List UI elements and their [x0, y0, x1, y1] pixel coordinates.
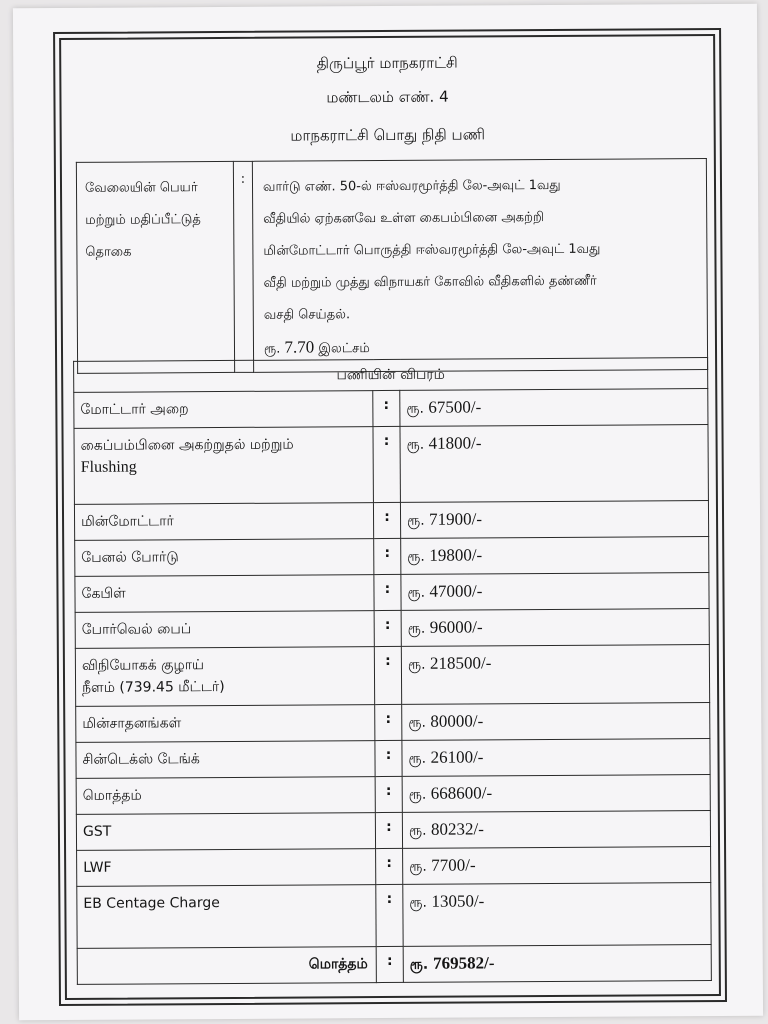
- outer-border: [53, 28, 727, 1006]
- item-name: கைப்பம்பினை அகற்றுதல் மற்றும் Flushing: [74, 427, 373, 505]
- item-name: சின்டெக்ஸ் டேங்க்: [76, 741, 375, 779]
- details-heading: பணியின் விபரம்: [74, 358, 708, 393]
- item-name: மொத்தம்: [76, 777, 375, 815]
- table-row: கேபிள் : ரூ. 47000/-: [75, 573, 709, 613]
- estimate-amount: ரூ. 7.70 இலட்சம்: [263, 337, 370, 357]
- details-table: [73, 357, 712, 985]
- item-name: பேனல் போர்டு: [75, 539, 374, 577]
- document-page: [13, 4, 763, 1021]
- work-table: [76, 158, 708, 374]
- item-amount: ரூ. 67500/-: [400, 389, 708, 427]
- item-amount: ரூ. 47000/-: [401, 573, 709, 611]
- table-row: மோட்டார் அறை : ரூ. 67500/-: [74, 389, 708, 429]
- item-amount: ரூ. 19800/-: [401, 537, 709, 575]
- item-amount: ரூ. 80232/-: [402, 811, 710, 849]
- table-row: LWF : ரூ. 7700/-: [77, 847, 711, 887]
- grand-total-amount: ரூ. 769582/-: [403, 945, 711, 983]
- item-amount: ரூ. 7700/-: [403, 847, 711, 885]
- item-name: மோட்டார் அறை: [74, 391, 373, 429]
- table-row: போர்வெல் பைப் : ரூ. 96000/-: [75, 609, 709, 649]
- item-amount: ரூ. 41800/-: [400, 425, 708, 503]
- item-amount: ரூ. 71900/-: [400, 501, 708, 539]
- item-name: போர்வெல் பைப்: [75, 611, 374, 649]
- item-name: விநியோகக் குழாய் நீளம் (739.45 மீட்டர்): [75, 647, 374, 707]
- grand-total-row: மொத்தம் : ரூ. 769582/-: [77, 945, 711, 985]
- work-row: [76, 159, 707, 374]
- table-row: சின்டெக்ஸ் டேங்க் : ரூ. 26100/-: [76, 739, 710, 779]
- item-name: GST: [76, 813, 375, 851]
- item-name: கேபிள்: [75, 575, 374, 613]
- table-row: EB Centage Charge : ரூ. 13050/-: [77, 883, 711, 949]
- subtotal-row: மொத்தம் : ரூ. 668600/-: [76, 775, 710, 815]
- item-name: மின்மோட்டார்: [74, 503, 373, 541]
- table-row: விநியோகக் குழாய் நீளம் (739.45 மீட்டர்) : ரூ. 218500/-: [75, 645, 709, 707]
- item-amount: ரூ. 26100/-: [402, 739, 710, 777]
- item-amount: ரூ. 668600/-: [402, 775, 710, 813]
- inner-border: [59, 34, 721, 1000]
- work-colon: :: [233, 161, 253, 372]
- corporation-title: திருப்பூர் மாநகராட்சி: [316, 53, 458, 73]
- table-row: மின்சாதனங்கள் : ரூ. 80000/-: [76, 703, 710, 743]
- item-amount: ரூ. 80000/-: [402, 703, 710, 741]
- zone-title: மண்டலம் எண். 4: [326, 87, 449, 107]
- work-label: வேலையின் பெயர் மற்றும் மதிப்பீட்டுத் தொகை: [76, 161, 234, 373]
- item-amount: ரூ. 218500/-: [401, 645, 709, 705]
- item-amount: ரூ. 96000/-: [401, 609, 709, 647]
- table-row: பேனல் போர்டு : ரூ. 19800/-: [75, 537, 709, 577]
- item-amount: ரூ. 13050/-: [403, 883, 711, 947]
- grand-total-label: மொத்தம்: [77, 947, 376, 985]
- item-name: LWF: [77, 849, 376, 887]
- table-row: மின்மோட்டார் : ரூ. 71900/-: [74, 501, 708, 541]
- work-description: வார்டு எண். 50-ல் ஈஸ்வரமூர்த்தி லே-அவுட் 1வது வீதியில் ஏற்கனவே உள்ள கைபம்பினை அகற்றி மின்மோட்டார் பொருத்தி ஈஸ்வரமூர்த்தி லே-அவுட் 1வது வீதி மற்றும் முத்து விநாயகர் கோவில் வீதிகளில் தண்ணீர் வசதி செய்தல். ரூ. 7.70 இலட்சம்: [252, 159, 707, 373]
- table-row: GST : ரூ. 80232/-: [76, 811, 710, 851]
- item-name: மின்சாதனங்கள்: [76, 705, 375, 743]
- fund-title: மாநகராட்சி பொது நிதி பணி: [290, 125, 486, 145]
- table-row: கைப்பம்பினை அகற்றுதல் மற்றும் Flushing : ரூ. 41800/-: [74, 425, 708, 505]
- item-name: EB Centage Charge: [77, 885, 376, 949]
